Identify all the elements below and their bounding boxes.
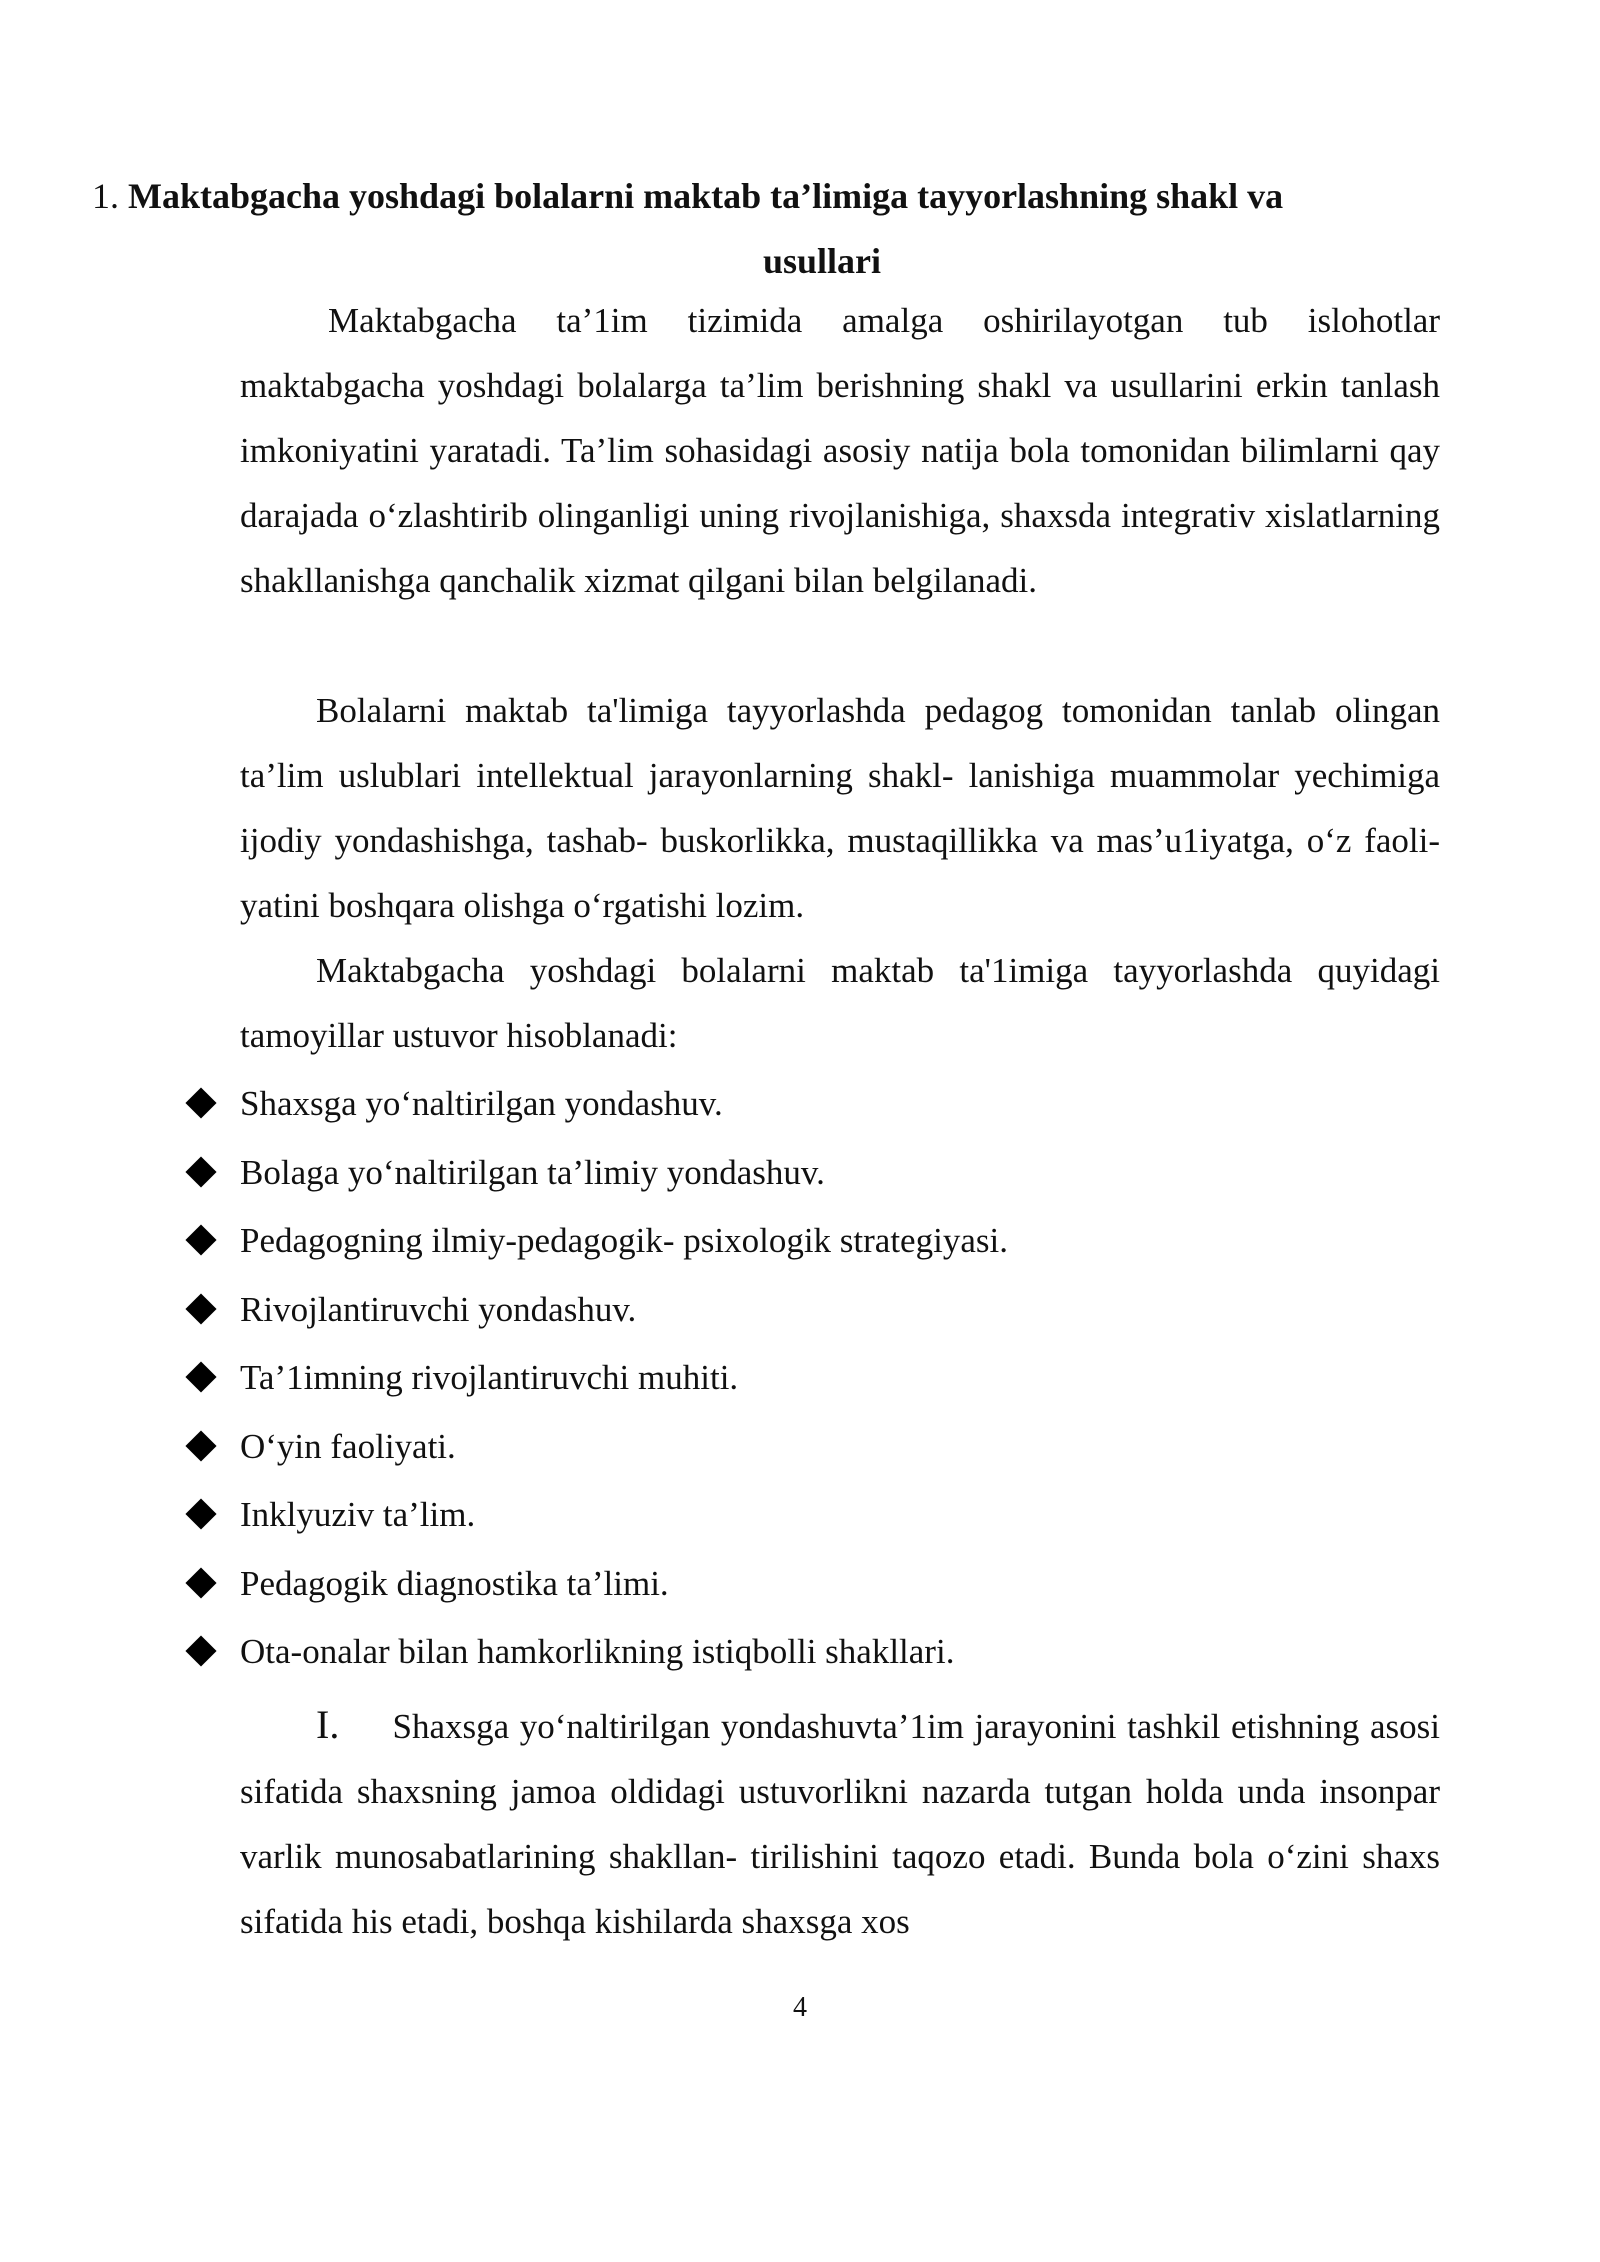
list-item-text: Inklyuziv ta’lim.: [240, 1495, 476, 1534]
section-heading: [92, 164, 1482, 294]
paragraph-section-one: [240, 1692, 1440, 1954]
list-item: [184, 1139, 1444, 1208]
list-item: [184, 1207, 1444, 1276]
paragraph-text: Maktabgacha yoshdagi bolalarni maktab ta'1imiga tayyorlashda quyidagi tamoyillar ustuvor hisoblanadi:: [240, 951, 1440, 1055]
principles-list: [184, 1070, 1444, 1687]
list-item-text: O‘yin faoliyati.: [240, 1426, 456, 1466]
list-item: [184, 1413, 1444, 1482]
paragraph-intro: [240, 288, 1440, 613]
paragraph-text: [240, 1692, 1440, 1954]
list-item: [184, 1481, 1444, 1550]
list-item: [184, 1070, 1444, 1139]
paragraph-text: Maktabgacha ta’1im tizimida amalga oshirilayotgan tub islohotlar maktabgacha yoshdagi bolalarga ta’lim berishning shakl va usullarini erkin tanlash imkoniyatini yaratadi. Ta’lim sohasidagi asosiy natija bola tomonidan bilimlarni qay darajada o‘zlashtirib olinganligi uning rivojlanishiga, shaxsda integrativ xislatlarning shakllanishga qanchalik xizmat qilgani bilan belgilanadi.: [240, 301, 1440, 600]
list-item-text: Bolaga yo‘naltirilgan ta’limiy yondashuv.: [240, 1152, 825, 1192]
diamond-bullet-icon: [185, 1156, 216, 1187]
list-item: [184, 1550, 1444, 1619]
list-item: [184, 1344, 1444, 1413]
paragraph-methods: [240, 678, 1440, 938]
list-item: [184, 1276, 1444, 1345]
page-number: 4: [793, 1992, 807, 2023]
diamond-bullet-icon: [185, 1430, 216, 1461]
paragraph-text: Bolalarni maktab ta'limiga tayyorlashda pedagog tomonidan tanlab olingan ta’lim uslublari intellektual jarayonlarning shakl- lanishiga muammolar yechimiga ijodiy yondashishga, tashab- buskorlikka, mustaqillikka va mas’u1iyatga, o‘z faoli- yatini boshqara olishga o‘rgatishi lozim.: [240, 691, 1440, 925]
diamond-bullet-icon: [185, 1635, 216, 1666]
diamond-bullet-icon: [185, 1567, 216, 1598]
section-one-text: Shaxsga yo‘naltirilgan yondashuvta’1im jarayonini tashkil etishning asosi sifatida shaxsning jamoa oldidagi ustuvorlikni nazarda tutgan holda unda insonpar varlik munosabatlarining shakllan- tirilishini taqozo etadi. Bunda bola o‘zini shaxs sifatida his etadi, boshqa kishilarda shaxsga xos: [240, 1707, 1440, 1941]
paragraph-principles-intro: [240, 938, 1440, 1068]
section-numeral: I.: [316, 1702, 340, 1747]
diamond-bullet-icon: [185, 1361, 216, 1392]
list-item-text: Pedagogning ilmiy-pedagogik- psixologik strategiyasi.: [240, 1221, 1008, 1260]
heading-number: 1.: [92, 176, 119, 216]
diamond-bullet-icon: [185, 1293, 216, 1324]
heading-line-2: usullari: [762, 241, 882, 281]
list-item-text: Rivojlantiruvchi yondashuv.: [240, 1289, 637, 1329]
list-item-text: Ta’1imning rivojlantiruvchi muhiti.: [240, 1358, 739, 1397]
diamond-bullet-icon: [185, 1087, 216, 1118]
list-item-text: Ota-onalar bilan hamkorlikning istiqbolli shakllari.: [240, 1632, 955, 1671]
list-item: [184, 1618, 1444, 1687]
diamond-bullet-icon: [185, 1498, 216, 1529]
list-item-text: Pedagogik diagnostika ta’limi.: [240, 1563, 669, 1603]
list-item-text: Shaxsga yo‘naltirilgan yondashuv.: [240, 1084, 723, 1123]
heading-line-1: Maktabgacha yoshdagi bolalarni maktab ta’limiga tayyorlashning shakl va: [128, 176, 1284, 216]
diamond-bullet-icon: [185, 1224, 216, 1255]
